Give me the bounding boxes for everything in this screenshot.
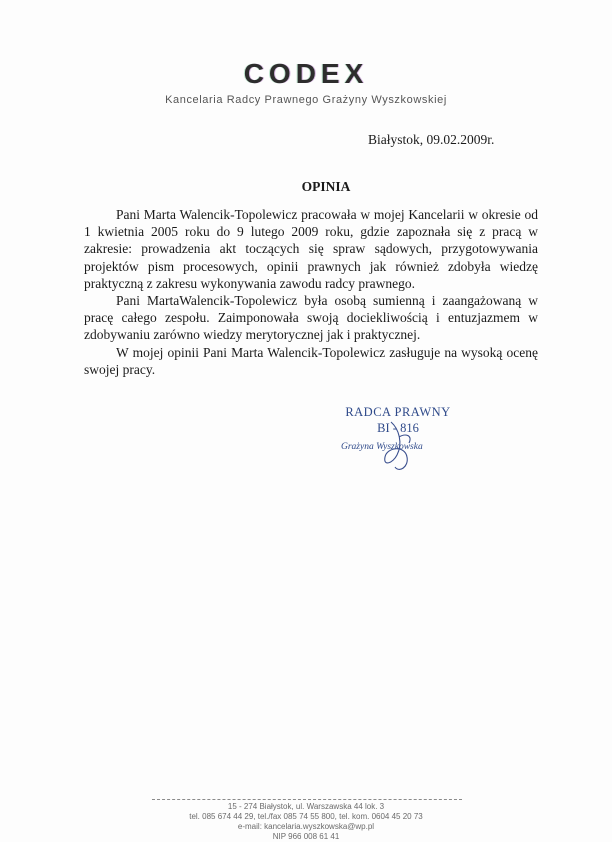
letter-body: [84, 206, 538, 378]
footer-divider: [152, 799, 462, 800]
company-logo: CODEX: [243, 58, 369, 89]
stamp-name: Grażyna Wyszkowska: [341, 442, 423, 452]
body-paragraph-2: Pani MartaWalencik-Topolewicz była osobą sumienną i zaangażowaną w pracę całego zespołu. Zaimponowała swoją dociekliwością i entuzjazmem w zdobywaniu zarówno wiedzy merytorycznej jak i praktycznej.: [84, 293, 538, 343]
footer-email: e-mail: kancelaria.wyszkowska@wp.pl: [237, 822, 375, 831]
body-paragraph-3: W mojej opinii Pani Marta Walencik-Topolewicz zasługuje na wysoką ocenę swojej pracy.: [84, 344, 538, 377]
place-date: Białystok, 09.02.2009r.: [368, 132, 495, 147]
document-title: OPINIA: [301, 179, 351, 194]
stamp-title: RADCA PRAWNY: [345, 405, 451, 419]
footer-address: 15 - 274 Białystok, ul. Warszawska 44 lok. 3: [227, 802, 385, 811]
body-paragraph-1: Pani Marta Walencik-Topolewicz pracowała w mojej Kancelarii w okresie od 1 kwietnia 2005 roku do 9 lutego 2009 roku, gdzie zapoznała się z pracą w zakresie: prowadzenia akt toczących się spraw sądowych, przygotowywania projektów pism procesowych, opinii prawnych jak również zdobyła wiedzę praktyczną z zakresu wykonywania zawodu radcy prawnego.: [84, 207, 538, 291]
letterhead-subtitle: Kancelaria Radcy Prawnego Grażyny Wyszkowskiej: [165, 94, 447, 106]
footer-tax-id: NIP 966 008 61 41: [272, 832, 340, 841]
stamp-license-number: BI - 816: [377, 421, 419, 435]
letterhead-footer: [0, 802, 612, 842]
handwritten-signature: [369, 417, 429, 477]
footer-phones: tel. 085 674 44 29, tel./fax 085 74 55 800, tel. kom. 0604 45 20 73: [189, 812, 423, 821]
legal-counsel-stamp: [333, 405, 463, 452]
